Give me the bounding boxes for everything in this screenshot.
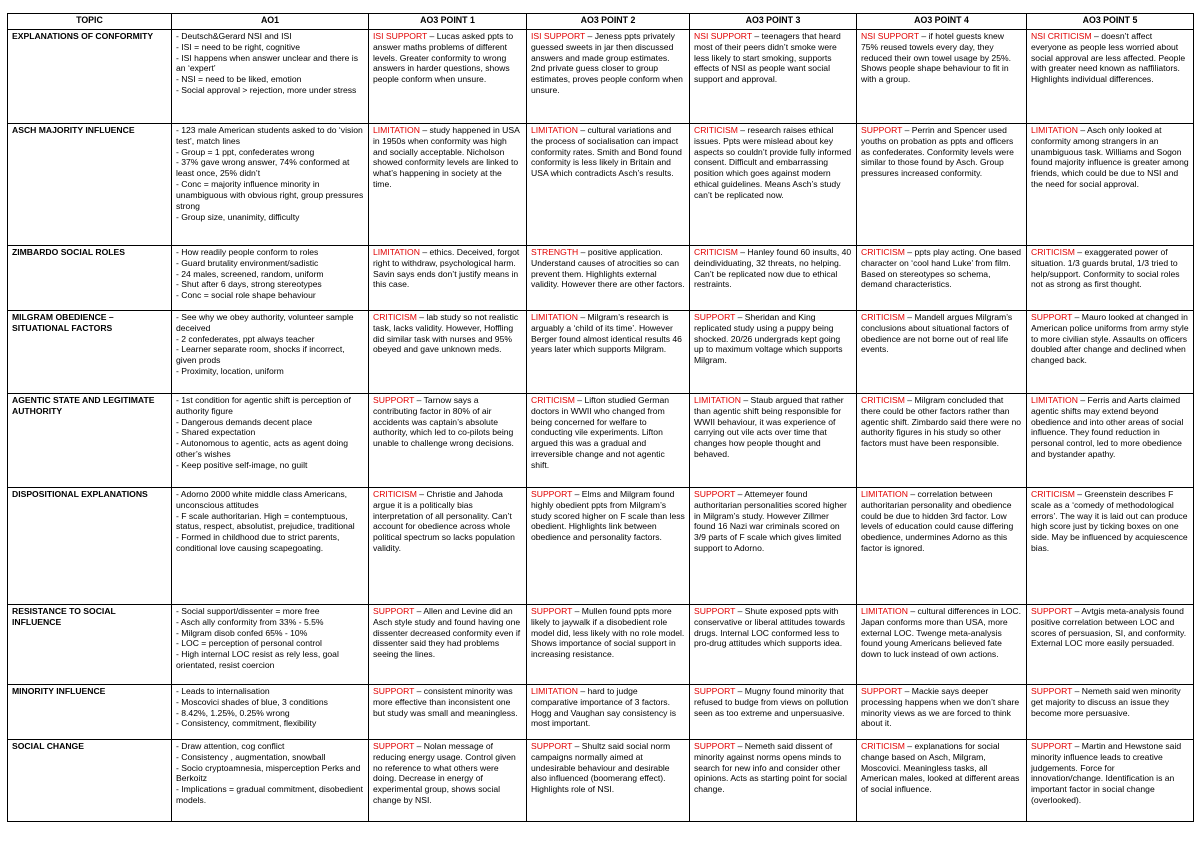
- evaluation-text: – Martin and Hewstone said minority influence leads to creative judgements. Force for innovation/change. Identification is an important factor in social change (overlooked).: [1031, 741, 1182, 806]
- evaluation-tag: SUPPORT: [1031, 686, 1073, 696]
- ao1-cell: [172, 488, 369, 605]
- ao1-line: - Draw attention, cog conflict: [176, 741, 285, 751]
- evaluation-text: – cultural differences in LOC. Japan conforms more than USA, more external LOC. Twenge meta-analysis found young Americans believed fate down to luck instead of own actions.: [861, 606, 1022, 660]
- ao3-point-4-cell: [857, 605, 1027, 685]
- ao3-point-5-cell: [1027, 488, 1194, 605]
- ao3-point-5-cell: [1027, 124, 1194, 246]
- evaluation-tag: SUPPORT: [861, 686, 903, 696]
- ao1-line: - Conc = majority influence minority in unambiguous with obvious right, group pressures strong: [176, 179, 364, 211]
- evaluation-text: – Mauro looked at changed in American police uniforms from army style to more civilian style. Assaults on officers doubled after change and declined when changed back.: [1031, 312, 1189, 366]
- evaluation-text: – Shute exposed ppts with conservative or liberal attitudes towards drugs. Internal LOC conformed less to pro-drug attitudes which supports idea.: [694, 606, 845, 649]
- evaluation-tag: ISI SUPPORT: [373, 31, 428, 41]
- evaluation-text: – explanations for social change based on Asch, Milgram, Moscovici. Meaningless tasks, all American males, looked at different areas of social influence.: [861, 741, 1020, 795]
- evaluation-text: – Shultz said social norm campaigns normally aimed at undesirable behaviour and desirable also influenced (boomerang effect). Highlights role of NSI.: [531, 741, 671, 795]
- ao1-cell: [172, 740, 369, 822]
- ao1-line: - Formed in childhood due to strict parents, conditional love causing scapegoating.: [176, 532, 340, 554]
- ao1-line: - 8.42%, 1.25%, 0.25% wrong: [176, 707, 290, 718]
- evaluation-tag: SUPPORT: [531, 489, 573, 499]
- ao1-line: - 2 confederates, ppt always teacher: [176, 333, 315, 344]
- ao3-point-3-cell: [690, 605, 857, 685]
- evaluation-text: – consistent minority was more effective than inconsistent one but study was small and meaningless.: [373, 686, 518, 718]
- evaluation-tag: CRITICISM: [861, 247, 905, 257]
- ao1-line: - High internal LOC resist as rely less, goal orientated, resist coercion: [176, 649, 339, 671]
- evaluation-tag: CRITICISM: [531, 395, 575, 405]
- table-row: [8, 311, 1194, 394]
- ao1-line: - See why we obey authority, volunteer sample deceived: [176, 312, 354, 333]
- evaluation-tag: SUPPORT: [531, 741, 573, 751]
- evaluation-text: – Greenstein describes F scale as a ‘comedy of methodological errors’. The way it is laid out can produce high score just by ticking boxes on one side. May be influenced by acquiescence bias.: [1031, 489, 1188, 554]
- ao3-point-2-cell: [527, 246, 690, 311]
- ao1-cell: [172, 394, 369, 488]
- ao3-point-1-cell: [369, 124, 527, 246]
- topic-cell: ASCH MAJORITY INFLUENCE: [8, 124, 172, 246]
- evaluation-text: – Hanley found 60 insults, 40 deindividuating, 32 threats, no helping. Can’t be replicated now due to ethical restraints.: [694, 247, 852, 290]
- ao3-point-3-cell: [690, 311, 857, 394]
- evaluation-text: – hard to judge comparative importance of 3 factors. Hogg and Vaughan say consistency is most important.: [531, 686, 677, 729]
- ao1-line: - Deutsch&Gerard NSI and ISI: [176, 31, 292, 41]
- ao1-line: - Adorno 2000 white middle class Americans, unconscious attitudes: [176, 489, 348, 510]
- ao1-line: - 37% gave wrong answer, 74% conformed at least once, 25% didn’t: [176, 157, 350, 179]
- evaluation-text: – ethics. Deceived, forgot right to withdraw, psychological harm. Savin says ends don’t justify means in this case.: [373, 247, 520, 290]
- evaluation-tag: LIMITATION: [861, 489, 908, 499]
- ao1-line: - NSI = need to be liked, emotion: [176, 74, 302, 85]
- evaluation-tag: CRITICISM: [1031, 247, 1075, 257]
- evaluation-tag: CRITICISM: [1031, 489, 1075, 499]
- ao3-point-2-cell: [527, 685, 690, 740]
- ao3-point-4-cell: [857, 394, 1027, 488]
- evaluation-text: – research raises ethical issues. Ppts were mislead about key aspects so couldn’t provide fully informed consent. Difficult and embarrassing position which goes against modern ethical guidelines. Means Asch’s study can’t be replicated now.: [694, 125, 852, 200]
- evaluation-text: – ppts play acting. One based character on ‘cool hand Luke’ from film. Based on stereotypes so schema, demand characteristics.: [861, 247, 1022, 290]
- evaluation-tag: SUPPORT: [861, 125, 903, 135]
- ao1-line: - Proximity, location, uniform: [176, 366, 284, 377]
- ao1-line: - F scale authoritarian. High = contemptuous, status, respect, absolutist, prejudice, traditional: [176, 510, 355, 532]
- ao3-point-1-cell: [369, 488, 527, 605]
- header-ao3-point-1: AO3 POINT 1: [369, 14, 527, 30]
- evaluation-tag: SUPPORT: [1031, 606, 1073, 616]
- ao1-line: - 123 male American students asked to do ‘vision test’, match lines: [176, 125, 363, 146]
- evaluation-tag: SUPPORT: [373, 606, 415, 616]
- evaluation-text: – Tarnow says a contributing factor in 80% of air accidents was captain’s absolute authority, which led to co-pilots being unable to challenge wrong decisions.: [373, 395, 514, 449]
- topic-cell: ZIMBARDO SOCIAL ROLES: [8, 246, 172, 311]
- header-ao3-point-4: AO3 POINT 4: [857, 14, 1027, 30]
- ao1-cell: [172, 30, 369, 124]
- ao3-point-2-cell: [527, 30, 690, 124]
- evaluation-text: – Jeness ppts privately guessed sweets in jar then discussed answers and made group estimates. 2nd private guess closer to group estimates, proves people conform when unsure.: [531, 31, 683, 96]
- ao1-line: - Consistency , augmentation, snowball: [176, 751, 326, 762]
- evaluation-text: – if hotel guests knew 75% reused towels every day, they reduced their own towel usage by 25%. Shows people shape behaviour to fit in with a group.: [861, 31, 1012, 85]
- ao3-point-4-cell: [857, 488, 1027, 605]
- evaluation-text: – Christie and Jahoda argue it is a politically bias interpretation of all personality. Can’t account for obedience across whole political spectrum so lacks population validity.: [373, 489, 515, 554]
- evaluation-tag: CRITICISM: [861, 741, 905, 751]
- ao3-point-4-cell: [857, 246, 1027, 311]
- ao3-point-3-cell: [690, 30, 857, 124]
- evaluation-tag: SUPPORT: [694, 312, 736, 322]
- header-ao1: AO1: [172, 14, 369, 30]
- evaluation-text: – Avtgis meta-analysis found positive correlation between LOC and scores of persuasion, SI, and conformity. External LOC more easily persuaded.: [1031, 606, 1187, 649]
- evaluation-tag: LIMITATION: [531, 125, 578, 135]
- ao3-point-1-cell: [369, 246, 527, 311]
- evaluation-tag: SUPPORT: [373, 686, 415, 696]
- ao1-cell: [172, 605, 369, 685]
- evaluation-text: – teenagers that heard most of their peers didn’t smoke were less likely to start smoking, supports effects of NSI as people want social support and approval.: [694, 31, 841, 85]
- ao3-point-5-cell: [1027, 30, 1194, 124]
- ao1-cell: [172, 246, 369, 311]
- evaluation-text: – Lifton studied German doctors in WWII who changed from being concerned for welfare to conducting vile experiments. Lifton argued this was a gradual and irreversible change and not agentic shift.: [531, 395, 670, 470]
- evaluation-text: – Elms and Milgram found highly obedient ppts from Milgram’s study scored higher on F scale than less obedient. Highlights link between obedience and personality factors.: [531, 489, 685, 543]
- ao1-line: - Group size, unanimity, difficulty: [176, 211, 300, 222]
- ao3-point-1-cell: [369, 685, 527, 740]
- evaluation-tag: SUPPORT: [1031, 741, 1073, 751]
- header-ao3-point-3: AO3 POINT 3: [690, 14, 857, 30]
- topic-cell: SOCIAL CHANGE: [8, 740, 172, 822]
- ao3-point-2-cell: [527, 488, 690, 605]
- evaluation-tag: SUPPORT: [373, 741, 415, 751]
- ao1-line: - ISI = need to be right, cognitive: [176, 41, 300, 52]
- header-row: [8, 14, 1194, 30]
- evaluation-tag: STRENGTH: [531, 247, 579, 257]
- ao1-line: - Implications = gradual commitment, disobedient models.: [176, 784, 364, 806]
- evaluation-tag: LIMITATION: [373, 125, 420, 135]
- ao1-line: - Dangerous demands decent place: [176, 416, 313, 427]
- table-row: [8, 394, 1194, 488]
- evaluation-tag: SUPPORT: [694, 741, 736, 751]
- evaluation-text: – cultural variations and the process of socialisation can impact conformity rates. Smith and Bond found conformity is less likely in Britain and USA which contradicts Asch’s results.: [531, 125, 682, 179]
- ao1-line: - Moscovici shades of blue, 3 conditions: [176, 696, 328, 707]
- evaluation-text: – positive application. Understand causes of atrocities so can prevent them. Highlights external validity. However there are other factors.: [531, 247, 685, 290]
- ao1-line: - Shared expectation: [176, 427, 256, 438]
- topic-cell: AGENTIC STATE AND LEGITIMATE AUTHORITY: [8, 394, 172, 488]
- ao3-point-5-cell: [1027, 605, 1194, 685]
- ao1-line: - Asch ally conformity from 33% - 5.5%: [176, 616, 324, 627]
- header-topic: TOPIC: [8, 14, 172, 30]
- ao1-line: - 24 males, screened, random, uniform: [176, 268, 324, 279]
- ao1-line: - Leads to internalisation: [176, 686, 270, 696]
- evaluation-text: – correlation between authoritarian personality and obedience could be due to hidden 3rd factor. Low levels of education could cause differing obedience, undermines Adorno as this factor is ignored.: [861, 489, 1014, 554]
- evaluation-text: – Nemeth said dissent of minority against norms opens minds to search for new info and consider other opinions. Acts as starting point for social change.: [694, 741, 847, 795]
- evaluation-text: – Nolan message of reducing energy usage. Control given no reference to what others were doing. Decrease in energy of experimental group, shows social change by NSI.: [373, 741, 516, 806]
- ao3-point-1-cell: [369, 30, 527, 124]
- evaluation-tag: LIMITATION: [373, 247, 420, 257]
- evaluation-tag: SUPPORT: [694, 606, 736, 616]
- ao1-line: - Socio cryptoamnesia, misperception Perks and Berkoitz: [176, 762, 361, 784]
- topic-cell: MILGRAM OBEDIENCE – SITUATIONAL FACTORS: [8, 311, 172, 394]
- ao3-point-4-cell: [857, 685, 1027, 740]
- ao1-line: - How readily people conform to roles: [176, 247, 319, 257]
- table-row: [8, 605, 1194, 685]
- evaluation-text: – Mugny found minority that refused to budge from views on pollution seen as too extreme and unpersuasive.: [694, 686, 849, 718]
- evaluation-tag: LIMITATION: [1031, 395, 1078, 405]
- ao3-point-1-cell: [369, 605, 527, 685]
- ao3-point-1-cell: [369, 311, 527, 394]
- evaluation-tag: CRITICISM: [861, 312, 905, 322]
- evaluation-tag: CRITICISM: [694, 125, 738, 135]
- evaluation-tag: LIMITATION: [694, 395, 741, 405]
- table-row: [8, 685, 1194, 740]
- evaluation-text: – Perrin and Spencer used youths on probation as ppts and officers as confederates. Conformity levels were similar to those found by Asch. Group pressures increased conformity.: [861, 125, 1014, 179]
- evaluation-text: – Mackie says deeper processing happens when we don’t share minority views as we are forced to think about it.: [861, 686, 1020, 729]
- evaluation-tag: SUPPORT: [373, 395, 415, 405]
- topic-cell: EXPLANATIONS OF CONFORMITY: [8, 30, 172, 124]
- evaluation-text: – Asch only looked at conformity among strangers in an unambiguous task. Williams and Sogon found majority influence is greater among friends, which could be due to NSI and the need for social approval.: [1031, 125, 1189, 190]
- ao1-line: - Social approval > rejection, more under stress: [176, 85, 357, 96]
- evaluation-text: – Attemeyer found authoritarian personalities scored higher in Milgram’s study. However Zillmer found 16 Nazi war criminals scored on 3/9 parts of F scale which gives limited support to Adorno.: [694, 489, 847, 554]
- ao3-point-4-cell: [857, 30, 1027, 124]
- ao3-point-3-cell: [690, 394, 857, 488]
- evaluation-text: – Allen and Levine did an Asch style study and found having one dissenter decreased conformity even if dissenter said they had problems seeing the lines.: [373, 606, 521, 660]
- ao1-line: - Conc = social role shape behaviour: [176, 290, 316, 301]
- evaluation-text: – Ferris and Aarts claimed agentic shifts may extend beyond obedience and into other areas of social influence. They found reduction in personal control, led to more obedience and bystander apathy.: [1031, 395, 1184, 460]
- evaluation-text: – lab study so not realistic task, lacks validity. However, Hoffling did similar task with nurses and 95% obeyed and gave unknown meds.: [373, 312, 519, 355]
- table-row: [8, 488, 1194, 605]
- table-body: [8, 30, 1194, 822]
- evaluation-tag: SUPPORT: [694, 686, 736, 696]
- ao1-line: - ISI happens when answer unclear and there is an ‘expert’: [176, 52, 359, 74]
- ao3-point-2-cell: [527, 605, 690, 685]
- ao1-line: - Keep positive self-image, no guilt: [176, 459, 308, 470]
- evaluation-text: – study happened in USA in 1950s when conformity was high and socially acceptable. Nicholson showed conformity levels are linked to what’s happening in society at the time.: [373, 125, 520, 190]
- ao3-point-3-cell: [690, 740, 857, 822]
- ao3-point-5-cell: [1027, 394, 1194, 488]
- ao1-line: - Guard brutality environment/sadistic: [176, 257, 319, 268]
- ao3-point-4-cell: [857, 740, 1027, 822]
- header-ao3-point-5: AO3 POINT 5: [1027, 14, 1194, 30]
- ao3-point-2-cell: [527, 394, 690, 488]
- topic-cell: MINORITY INFLUENCE: [8, 685, 172, 740]
- ao3-point-4-cell: [857, 124, 1027, 246]
- ao3-point-1-cell: [369, 740, 527, 822]
- evaluation-tag: SUPPORT: [531, 606, 573, 616]
- evaluation-text: – Milgram’s research is arguably a ‘child of its time’. However Berger found almost identical results 46 years later which supports Milgram.: [531, 312, 682, 355]
- evaluation-tag: LIMITATION: [1031, 125, 1078, 135]
- evaluation-text: – Milgram concluded that there could be other factors rather than agentic shift. Zimbardo said there were no authority figures in his study so other factors must have been responsible.: [861, 395, 1022, 449]
- topic-cell: DISPOSITIONAL EXPLANATIONS: [8, 488, 172, 605]
- ao3-point-5-cell: [1027, 685, 1194, 740]
- ao1-line: - Learner separate room, shocks if incorrect, given prods: [176, 344, 345, 366]
- evaluation-tag: CRITICISM: [694, 247, 738, 257]
- evaluation-tag: NSI SUPPORT: [861, 31, 919, 41]
- evaluation-tag: LIMITATION: [531, 686, 578, 696]
- evaluation-text: – Mandell argues Milgram’s conclusions about situational factors of obedience are not borne out of real life events.: [861, 312, 1013, 355]
- evaluation-text: – Lucas asked ppts to answer maths problems of different levels. Greater conformity to wrong answers in harder questions, shows people conform when unsure.: [373, 31, 514, 85]
- ao1-cell: [172, 685, 369, 740]
- evaluation-tag: CRITICISM: [373, 312, 417, 322]
- evaluation-tag: ISI SUPPORT: [531, 31, 586, 41]
- evaluation-text: – doesn’t affect everyone as people less worried about social approval are less affected. People with greater need known as naffiliators. Highlights individual differences.: [1031, 31, 1186, 85]
- table-row: [8, 30, 1194, 124]
- evaluation-text: – Mullen found ppts more likely to jaywalk if a disobedient role model did, less likely with no role model. Shows importance of social support in increasing resistance.: [531, 606, 685, 660]
- ao3-point-5-cell: [1027, 311, 1194, 394]
- evaluation-tag: LIMITATION: [531, 312, 578, 322]
- table-row: [8, 124, 1194, 246]
- header-ao3-point-2: AO3 POINT 2: [527, 14, 690, 30]
- ao3-point-3-cell: [690, 685, 857, 740]
- ao3-point-5-cell: [1027, 246, 1194, 311]
- ao3-point-2-cell: [527, 311, 690, 394]
- evaluation-tag: CRITICISM: [373, 489, 417, 499]
- ao3-point-4-cell: [857, 311, 1027, 394]
- ao1-line: - Social support/dissenter = more free: [176, 606, 320, 616]
- ao3-point-1-cell: [369, 394, 527, 488]
- ao3-point-3-cell: [690, 246, 857, 311]
- ao1-line: - Autonomous to agentic, acts as agent doing other’s wishes: [176, 438, 348, 460]
- evaluation-tag: LIMITATION: [861, 606, 908, 616]
- ao3-point-3-cell: [690, 124, 857, 246]
- ao3-point-3-cell: [690, 488, 857, 605]
- evaluation-text: – Staub argued that rather than agentic shift being responsible for WWII behaviour, it was experience of carrying out vile acts over time that changes how people thought and behaved.: [694, 395, 844, 460]
- ao1-line: - 1st condition for agentic shift is perception of authority figure: [176, 395, 351, 416]
- ao1-line: - Milgram disob confed 65% - 10%: [176, 627, 308, 638]
- ao1-cell: [172, 311, 369, 394]
- evaluation-tag: NSI SUPPORT: [694, 31, 752, 41]
- ao3-point-2-cell: [527, 740, 690, 822]
- table-row: [8, 246, 1194, 311]
- evaluation-tag: SUPPORT: [694, 489, 736, 499]
- evaluation-tag: SUPPORT: [1031, 312, 1073, 322]
- table-row: [8, 740, 1194, 822]
- evaluation-text: – exaggerated power of situation. 1/3 guards brutal, 1/3 tried to help/support. Conformity to social roles not as strong as first thought.: [1031, 247, 1180, 290]
- evaluation-tag: NSI CRITICISM: [1031, 31, 1092, 41]
- ao1-line: - Consistency, commitment, flexibility: [176, 718, 317, 729]
- evaluation-text: – Nemeth said wen minority get majority to discuss an issue they become more persuasive.: [1031, 686, 1181, 718]
- ao1-line: - LOC = perception of personal control: [176, 638, 322, 649]
- evaluation-tag: CRITICISM: [861, 395, 905, 405]
- ao3-point-2-cell: [527, 124, 690, 246]
- ao1-line: - Group = 1 ppt, confederates wrong: [176, 146, 315, 157]
- ao3-point-5-cell: [1027, 740, 1194, 822]
- evaluation-text: – Sheridan and King replicated study using a puppy being shocked. 20/26 undergrads kept going up to maximum voltage which supports Milgram.: [694, 312, 843, 366]
- revision-table: [7, 13, 1194, 822]
- ao1-cell: [172, 124, 369, 246]
- ao1-line: - Shut after 6 days, strong stereotypes: [176, 279, 322, 290]
- topic-cell: RESISTANCE TO SOCIAL INFLUENCE: [8, 605, 172, 685]
